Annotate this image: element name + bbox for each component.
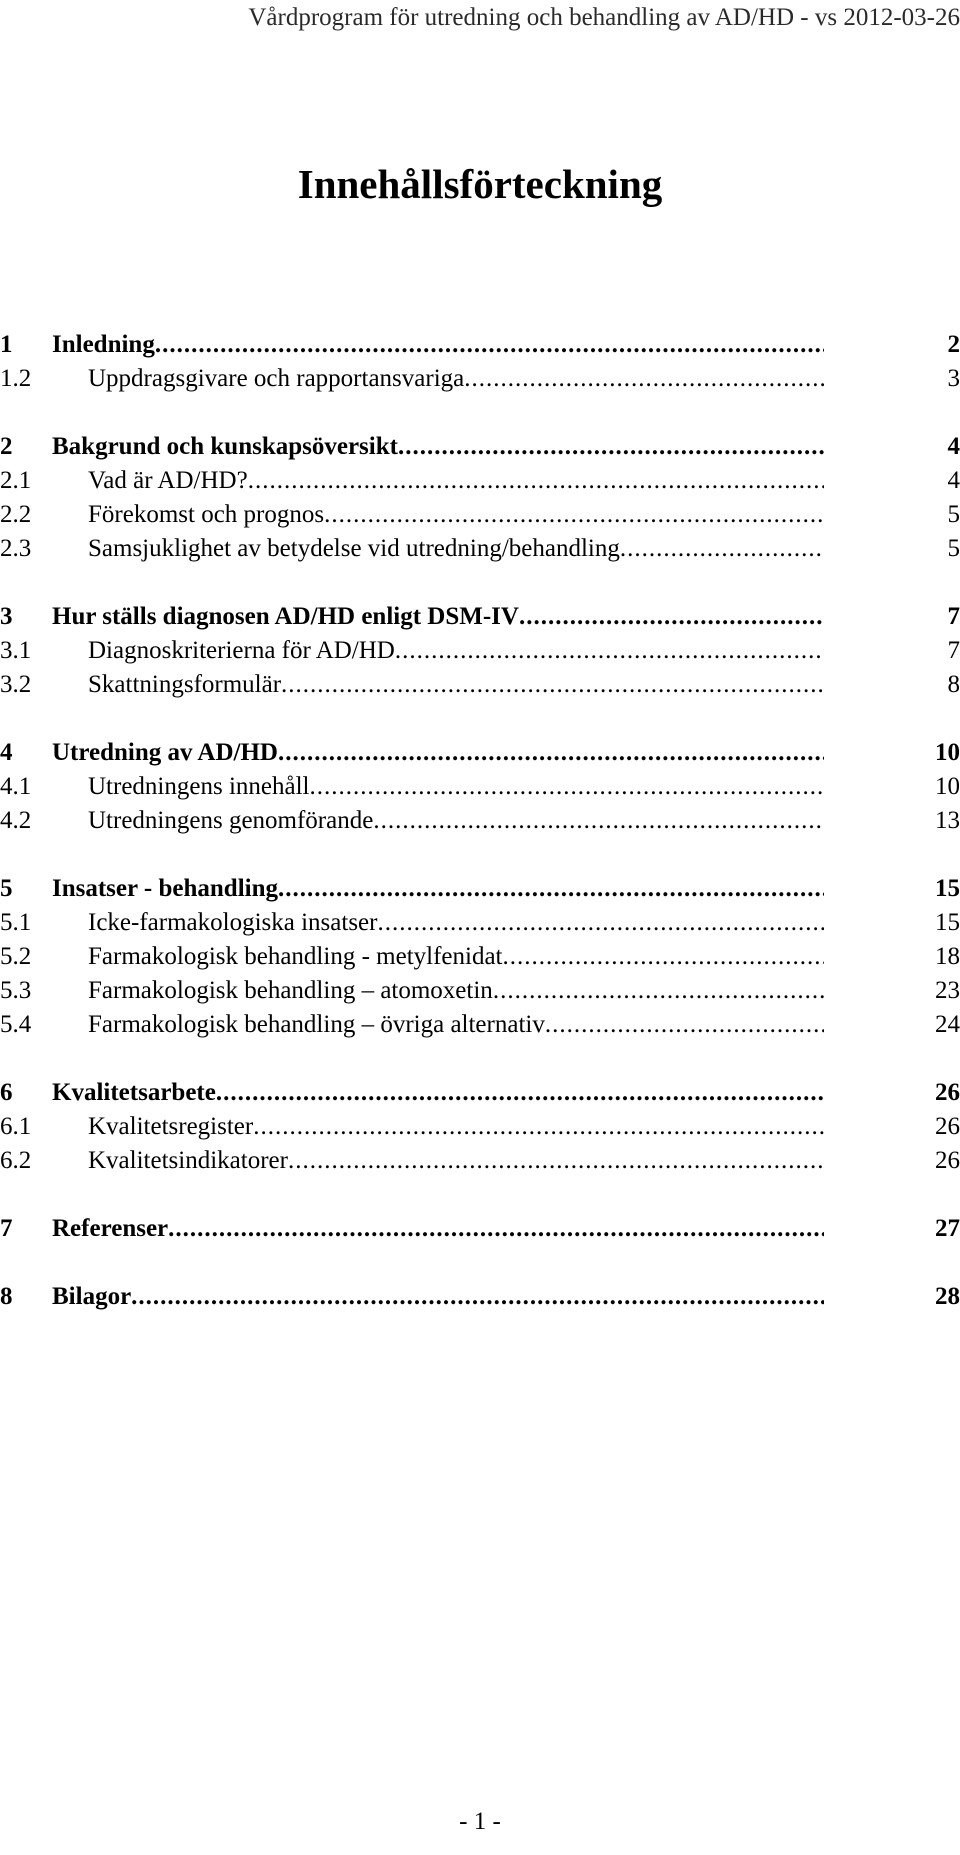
toc-entry-title: Vad är AD/HD? — [88, 467, 248, 494]
toc-entry-page: 10 — [935, 739, 960, 766]
toc-leader — [216, 1079, 824, 1107]
toc-entry-page: 27 — [935, 1215, 960, 1242]
toc-entry[interactable] — [0, 1147, 960, 1181]
toc-entry-page: 7 — [947, 603, 960, 630]
toc-entry-title: Hur ställs diagnosen AD/HD enligt DSM-IV — [52, 603, 519, 630]
toc-entry[interactable] — [0, 501, 960, 535]
toc-entry-number: 3 — [0, 603, 13, 630]
toc-entry-title: Kvalitetsindikatorer — [88, 1147, 288, 1174]
toc-entry-number: 6.1 — [0, 1113, 32, 1140]
toc-entry-page: 24 — [935, 1011, 960, 1038]
toc-entry-title: Inledning — [52, 331, 155, 358]
toc-entry-page: 15 — [935, 875, 960, 902]
toc-entry-title: Kvalitetsarbete — [52, 1079, 216, 1106]
toc-leader — [131, 1283, 824, 1311]
page-number: - 1 - — [459, 1808, 501, 1835]
toc-entry-page: 15 — [935, 909, 960, 936]
toc-entry-title: Förekomst och prognos — [88, 501, 325, 528]
page-title: Innehållsförteckning — [297, 161, 663, 207]
toc-leader — [395, 637, 824, 665]
toc-leader — [493, 977, 824, 1005]
toc-entry[interactable] — [0, 467, 960, 501]
toc-entry-title: Diagnoskriterierna för AD/HD — [88, 637, 395, 664]
toc-entry-page: 5 — [947, 535, 960, 562]
toc-entry-title: Utredningens genomförande — [88, 807, 374, 834]
toc-entry[interactable] — [0, 1011, 960, 1045]
toc-entry[interactable] — [0, 1113, 960, 1147]
toc-leader — [288, 1147, 824, 1175]
toc-leader — [377, 909, 824, 937]
toc-entry-page: 7 — [947, 637, 960, 664]
toc-entry-number: 3.1 — [0, 637, 32, 664]
toc-entry[interactable] — [0, 331, 960, 365]
toc-entry-number: 2.1 — [0, 467, 32, 494]
toc-entry[interactable] — [0, 739, 960, 773]
toc-entry[interactable] — [0, 773, 960, 807]
toc-entry[interactable] — [0, 1215, 960, 1249]
toc-leader — [398, 433, 824, 461]
toc-entry[interactable] — [0, 1079, 960, 1113]
toc-entry-page: 3 — [947, 365, 960, 392]
toc-entry-number: 2.3 — [0, 535, 32, 562]
toc-entry-number: 5.1 — [0, 909, 32, 936]
toc-entry-number: 4.2 — [0, 807, 32, 834]
toc-entry-number: 1 — [0, 331, 13, 358]
toc-leader — [281, 671, 824, 699]
toc-entry-number: 3.2 — [0, 671, 32, 698]
toc-entry-title: Insatser - behandling — [52, 875, 278, 902]
toc-entry-page: 2 — [947, 331, 960, 358]
toc-entry-title: Referenser — [52, 1215, 169, 1242]
toc-entry[interactable] — [0, 671, 960, 705]
toc-leader — [253, 1113, 824, 1141]
toc-entry[interactable] — [0, 365, 960, 399]
toc-entry-number: 7 — [0, 1215, 13, 1242]
toc-entry-page: 13 — [935, 807, 960, 834]
toc-leader — [373, 807, 824, 835]
toc-entry[interactable] — [0, 977, 960, 1011]
toc-entry-number: 5.2 — [0, 943, 32, 970]
toc-entry-page: 5 — [947, 501, 960, 528]
toc-leader — [464, 365, 824, 393]
toc-entry-title: Bakgrund och kunskapsöversikt — [52, 433, 398, 460]
toc-entry-page: 4 — [947, 433, 960, 460]
toc-entry[interactable] — [0, 943, 960, 977]
toc-entry[interactable] — [0, 433, 960, 467]
toc-entry-page: 4 — [947, 467, 960, 494]
toc-leader — [168, 1215, 824, 1243]
toc-leader — [324, 501, 824, 529]
toc-entry-title: Bilagor — [52, 1283, 132, 1310]
toc-leader — [545, 1011, 824, 1039]
running-header: Vårdprogram för utredning och behandling av AD/HD - vs 2012-03-26 — [248, 4, 960, 31]
table-of-contents — [0, 331, 960, 1317]
toc-entry-page: 26 — [935, 1079, 960, 1106]
toc-entry-number: 5.3 — [0, 977, 32, 1004]
toc-entry-number: 2 — [0, 433, 13, 460]
toc-entry-number: 8 — [0, 1283, 13, 1310]
toc-entry[interactable] — [0, 637, 960, 671]
toc-entry-page: 23 — [935, 977, 960, 1004]
toc-entry-number: 4 — [0, 739, 13, 766]
toc-entry-page: 10 — [935, 773, 960, 800]
toc-entry[interactable] — [0, 875, 960, 909]
toc-leader — [620, 535, 824, 563]
toc-entry-page: 26 — [935, 1147, 960, 1174]
toc-entry-page: 8 — [947, 671, 960, 698]
toc-entry[interactable] — [0, 603, 960, 637]
toc-leader — [519, 603, 824, 631]
toc-entry-title: Farmakologisk behandling – atomoxetin — [88, 977, 493, 1004]
toc-entry-title: Icke-farmakologiska insatser — [88, 909, 378, 936]
toc-entry-number: 6.2 — [0, 1147, 32, 1174]
toc-entry-page: 28 — [935, 1283, 960, 1310]
toc-leader — [248, 467, 824, 495]
toc-entry-title: Utredningens innehåll — [88, 773, 310, 800]
toc-entry-number: 5.4 — [0, 1011, 32, 1038]
toc-entry-title: Utredning av AD/HD — [52, 739, 278, 766]
toc-entry-title: Skattningsformulär — [88, 671, 282, 698]
toc-entry[interactable] — [0, 535, 960, 569]
toc-entry-number: 2.2 — [0, 501, 32, 528]
toc-leader — [503, 943, 825, 971]
toc-entry-title: Uppdragsgivare och rapportansvariga — [88, 365, 465, 392]
toc-entry-number: 4.1 — [0, 773, 32, 800]
toc-entry-title: Farmakologisk behandling - metylfenidat — [88, 943, 503, 970]
toc-entry[interactable] — [0, 909, 960, 943]
toc-entry-page: 18 — [935, 943, 960, 970]
toc-entry-number: 5 — [0, 875, 13, 902]
toc-entry[interactable] — [0, 1283, 960, 1317]
toc-entry-title: Farmakologisk behandling – övriga alternativ — [88, 1011, 545, 1038]
toc-entry-page: 26 — [935, 1113, 960, 1140]
toc-entry-number: 6 — [0, 1079, 13, 1106]
toc-leader — [155, 331, 824, 359]
toc-entry-number: 1.2 — [0, 365, 32, 392]
toc-leader — [278, 875, 824, 903]
toc-leader — [278, 739, 824, 767]
toc-entry[interactable] — [0, 807, 960, 841]
toc-entry-title: Kvalitetsregister — [88, 1113, 254, 1140]
toc-leader — [309, 773, 824, 801]
toc-entry-title: Samsjuklighet av betydelse vid utredning/behandling — [88, 535, 620, 562]
